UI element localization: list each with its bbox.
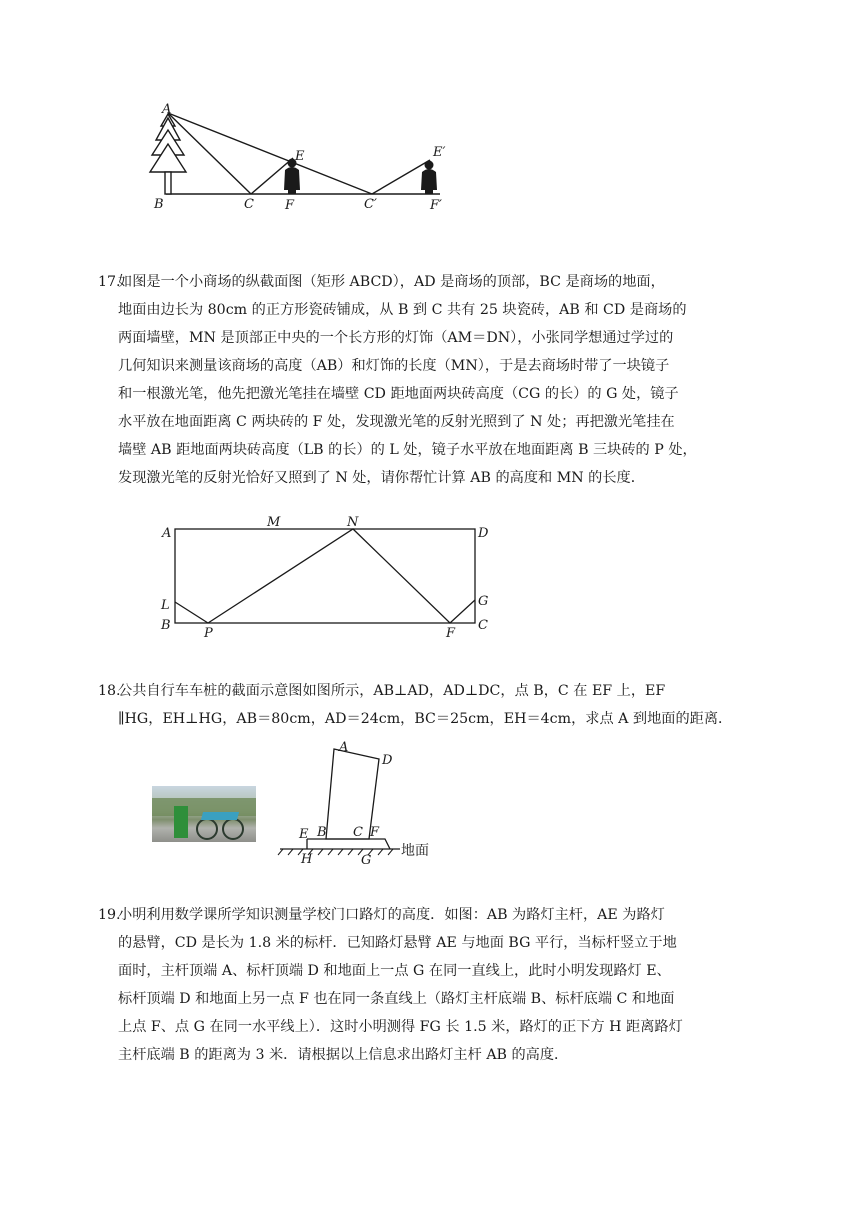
label-c: C (478, 618, 488, 633)
figure-tree-reflection (140, 100, 460, 215)
label-l: L (161, 598, 170, 613)
q17-line: 和一根激光笔，他先把激光笔挂在墙壁 CD 距地面两块砖高度（CG 的长）的 G 处，镜子 (118, 386, 679, 402)
q19-line: 的悬臂，CD 是长为 1.8 米的标杆．已知路灯悬臂 AE 与地面 BG 平行，当标杆竖立于地 (118, 935, 677, 951)
label-c: C (244, 197, 254, 212)
q19-line: 主杆底端 B 的距离为 3 米．请根据以上信息求出路灯主杆 AB 的高度． (118, 1047, 569, 1063)
label-b: B (154, 197, 164, 212)
ground-hatch (278, 849, 393, 855)
label-c-prime: C′ (364, 197, 377, 212)
q17-line: 两面墙壁，MN 是顶部正中央的一个长方形的灯饰（AM＝DN），小张同学想通过学过的 (118, 330, 674, 346)
label-g: G (361, 853, 372, 868)
q19-line: 面时，主杆顶端 A、标杆顶端 D 和地面上一点 G 在同一直线上，此时小明发现路灯 E、 (118, 963, 671, 979)
figure-store-section (150, 512, 510, 642)
label-n: N (347, 515, 359, 530)
label-p: P (204, 626, 213, 641)
figure-bike-rack (275, 738, 445, 868)
label-f: F (370, 825, 380, 840)
q18-line: 公共自行车车桩的截面示意图如图所示，AB⊥AD，AD⊥DC，点 B，C 在 EF 上，EF (118, 683, 666, 699)
q19-line: 标杆顶端 D 和地面上另一点 F 也在同一条直线上（路灯主杆底端 B、标杆底端 C 和地面 (118, 991, 675, 1007)
label-b: B (317, 825, 327, 840)
label-e: E (299, 827, 309, 842)
q18-line: ∥HG，EH⊥HG，AB＝80cm，AD＝24cm，BC＝25cm，EH＝4cm，求点 A 到地面的距离． (118, 711, 733, 727)
q17-line: 如图是一个小商场的纵截面图（矩形 ABCD），AD 是商场的顶部，BC 是商场的地面， (118, 274, 665, 290)
label-a: A (339, 740, 349, 755)
q19-line: 小明利用数学课所学知识测量学校门口路灯的高度．如图：AB 为路灯主杆，AE 为路灯 (118, 907, 665, 923)
rectangle-abcd (175, 529, 475, 623)
question-18 (98, 677, 733, 733)
label-d: D (478, 526, 489, 541)
question-number: 18. (98, 683, 121, 699)
bicycle-photo (152, 786, 256, 842)
q17-line: 水平放在地面距离 C 两块砖的 F 处，发现激光笔的反射光照到了 N 处；再把激光笔挂在 (118, 414, 675, 430)
q17-line: 几何知识来测量该商场的高度（AB）和灯饰的长度（MN），于是去商场时带了一块镜子 (118, 358, 670, 374)
question-17 (98, 268, 733, 492)
q17-line: 地面由边长为 80cm 的正方形瓷砖铺成，从 B 到 C 共有 25 块瓷砖，AB 和 CD 是商场的 (118, 302, 687, 318)
label-b: B (161, 618, 171, 633)
person-e2-icon (421, 161, 437, 195)
label-c: C (353, 825, 363, 840)
label-e-prime: E′ (433, 145, 446, 160)
label-ground: 地面 (401, 843, 429, 859)
question-number: 17. (98, 274, 121, 290)
label-g: G (478, 594, 489, 609)
question-19 (98, 901, 733, 1069)
label-f: F (285, 198, 295, 213)
q17-line: 墙壁 AB 距地面两块砖高度（LB 的长）的 L 处，镜子水平放在地面距离 B 三块砖的 P 处， (118, 442, 697, 458)
q17-line: 发现激光笔的反射光恰好又照到了 N 处，请你帮忙计算 AB 的高度和 MN 的长度． (118, 470, 645, 486)
label-f: F (446, 626, 456, 641)
label-e: E (295, 149, 305, 164)
q19-line: 上点 F、点 G 在同一水平线上）．这时小明测得 FG 长 1.5 米，路灯的正下方 H 距离路灯 (118, 1019, 683, 1035)
label-m: M (267, 515, 281, 530)
label-f-prime: F′ (430, 198, 442, 213)
base-ef (307, 839, 390, 849)
laser-path (175, 529, 475, 623)
label-a: A (162, 102, 172, 117)
label-a: A (162, 526, 172, 541)
label-d: D (382, 753, 393, 768)
ray-a-c2 (168, 113, 372, 194)
question-number: 19. (98, 907, 121, 923)
label-h: H (301, 852, 313, 867)
